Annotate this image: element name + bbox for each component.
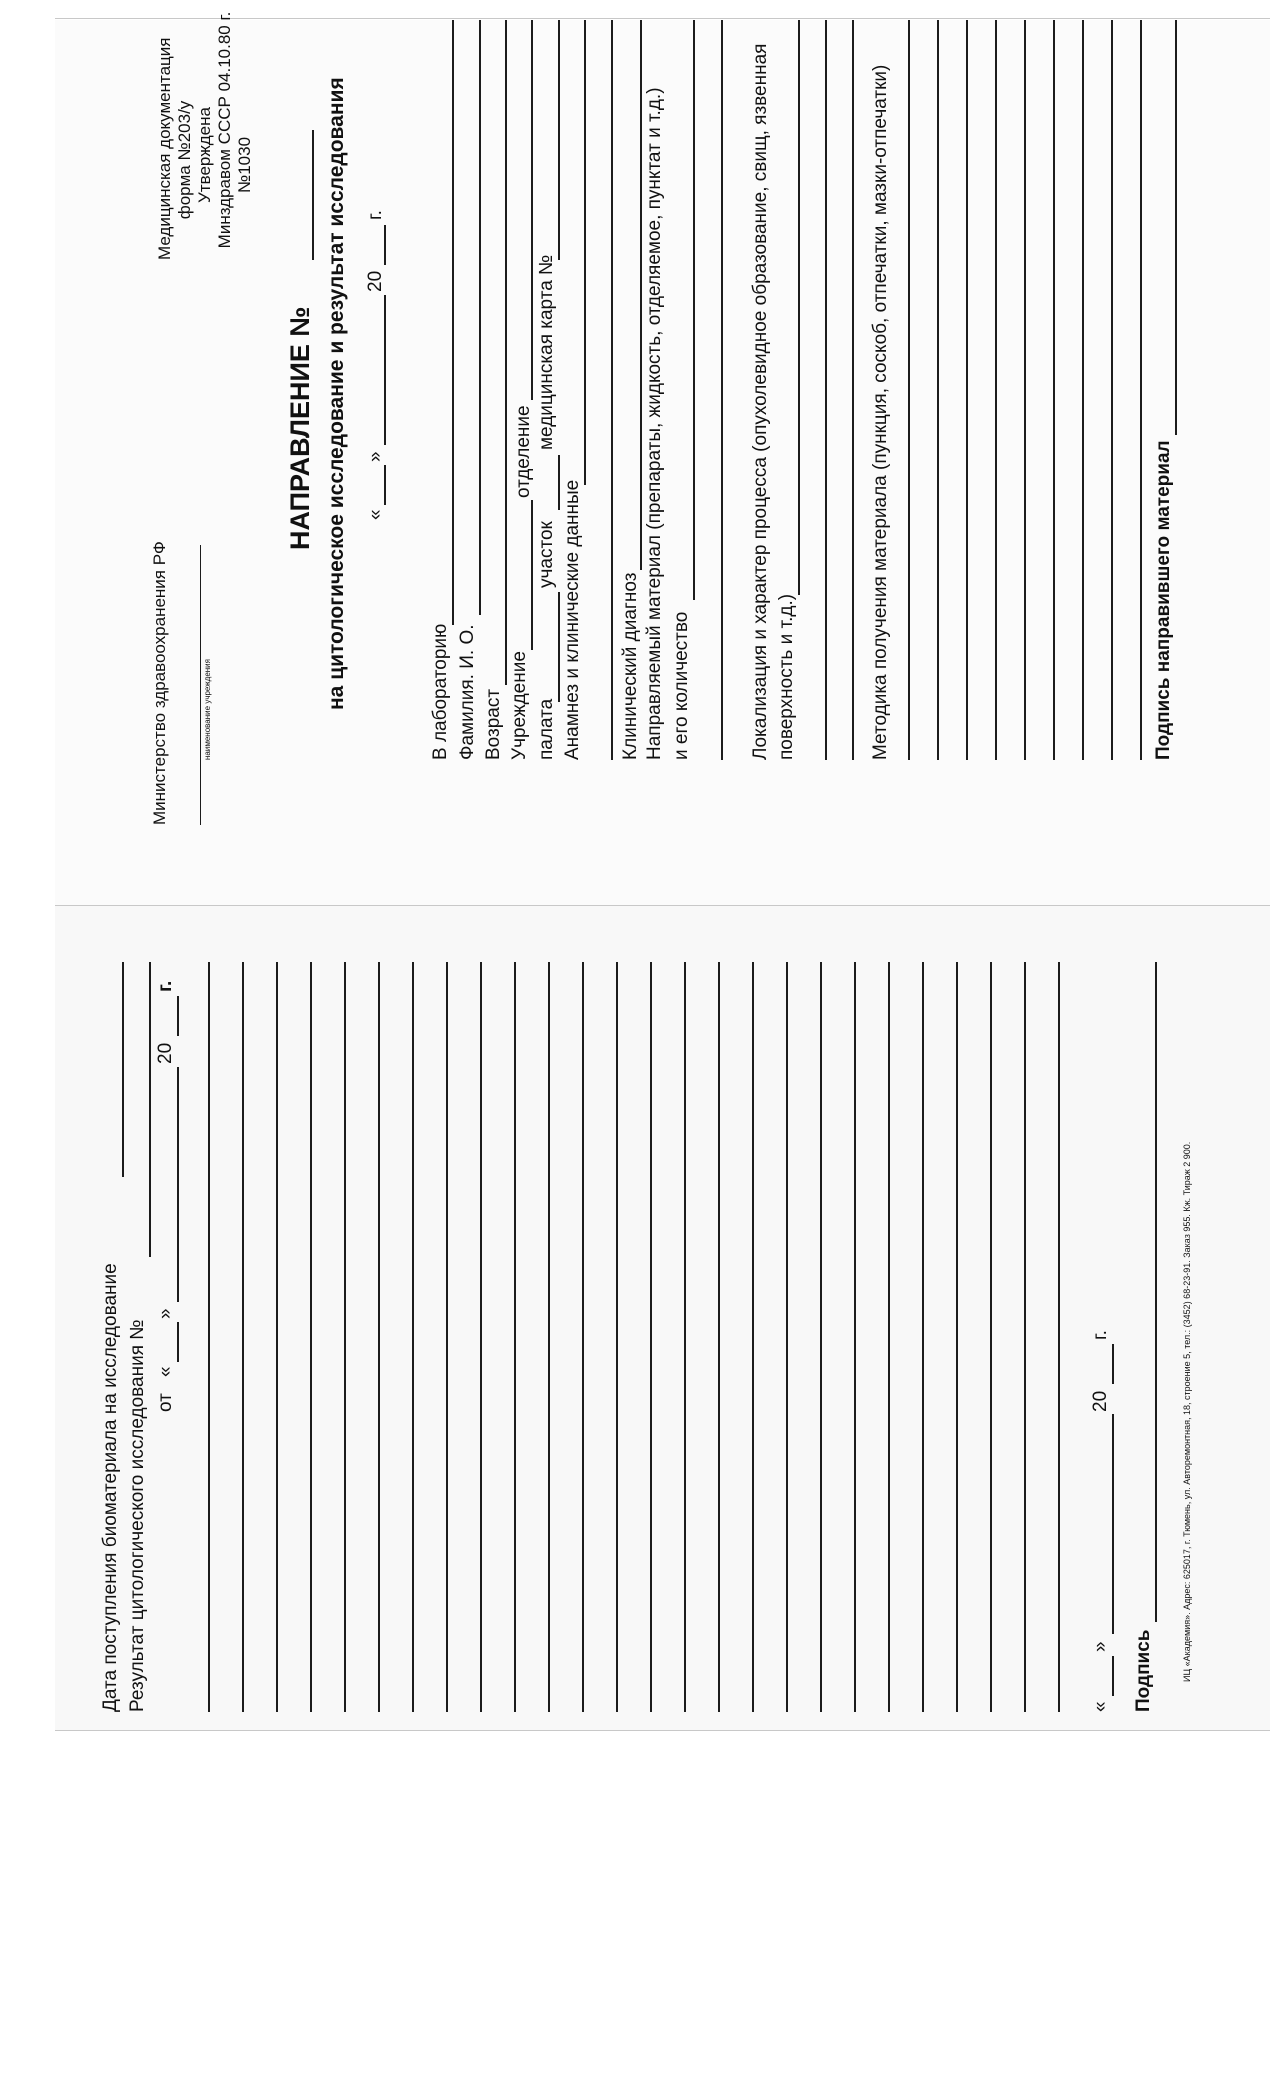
result-line-7[interactable] [412, 962, 414, 1712]
result-line-10[interactable] [514, 962, 516, 1712]
field-line-name[interactable] [479, 20, 481, 615]
field-line-material-2[interactable] [721, 20, 723, 760]
field-label-department: отделение [513, 405, 534, 498]
field-label-name: Фамилия. И. О. [457, 624, 478, 760]
field-line-method-6[interactable] [1053, 20, 1055, 760]
page-title: НАПРАВЛЕНИЕ № [285, 306, 315, 550]
sheet-fold-edge [55, 905, 1270, 906]
field-line-method-7[interactable] [1082, 20, 1084, 760]
result-line-16[interactable] [718, 962, 720, 1712]
field-line-location-3[interactable] [852, 20, 854, 760]
approved-by: Минздравом СССР 04.10.80 г. [215, 11, 234, 249]
result-line-8[interactable] [446, 962, 448, 1712]
field-label-diagnosis: Клинический диагноз [620, 572, 641, 760]
sign-date-year: 20 [1090, 1390, 1111, 1412]
page-subtitle: на цитологическое исследование и результат исследования [325, 77, 348, 710]
doc-type-label: Медицинская документация [155, 37, 174, 260]
result-line-21[interactable] [888, 962, 890, 1712]
result-line-11[interactable] [548, 962, 550, 1712]
result-line-18[interactable] [786, 962, 788, 1712]
date-day-line[interactable] [384, 465, 386, 505]
result-line-9[interactable] [480, 962, 482, 1712]
result-line-4[interactable] [310, 962, 312, 1712]
received-date-label: Дата поступления биоматериала на исследование [100, 1263, 121, 1712]
field-line-method-4[interactable] [995, 20, 997, 760]
field-line-diagnosis[interactable] [640, 20, 642, 570]
sign-label: Подпись [1133, 1629, 1154, 1712]
sign-date-month-line[interactable] [1112, 1414, 1114, 1634]
result-line-22[interactable] [922, 962, 924, 1712]
date-close-quote: » [365, 451, 386, 462]
result-date-month-line[interactable] [177, 1067, 179, 1302]
institution-line [200, 545, 201, 825]
result-number-label: Результат цитологического исследования № [127, 1319, 148, 1712]
field-line-card[interactable] [558, 20, 560, 260]
field-label-material-2: и его количество [671, 611, 692, 760]
field-label-location: Локализация и характер процесса (опухолевидное образование, свищ, язвенная [750, 43, 771, 760]
result-line-3[interactable] [276, 962, 278, 1712]
field-line-lab[interactable] [452, 20, 454, 625]
form-number: форма №203/у [175, 100, 194, 220]
field-line-location[interactable] [798, 20, 800, 595]
date-year-prefix: 20 [365, 270, 386, 292]
result-date-suffix: г. [155, 980, 176, 992]
result-line-5[interactable] [344, 962, 346, 1712]
field-label-institution: Учреждение [509, 651, 530, 760]
field-label-material: Направляемый материал (препараты, жидкость, отделяемое, пунктат и т.д.) [644, 87, 665, 760]
field-line-department[interactable] [531, 20, 533, 400]
result-date-day-line[interactable] [177, 1322, 179, 1362]
ministry-label: Министерство здравоохранения РФ [150, 541, 169, 825]
title-number-line [312, 130, 314, 260]
result-line-17[interactable] [752, 962, 754, 1712]
result-line-13[interactable] [616, 962, 618, 1712]
sign-date-open: « [1090, 1701, 1111, 1712]
field-line-method-1[interactable] [908, 20, 910, 760]
result-line-19[interactable] [820, 962, 822, 1712]
printer-imprint: ИЦ «Академия». Адрес: 625017, г. Тюмень, ул. Авторемонтная, 18, строение 5, тел.: (3452) 68-23-91. Заказ 955. Кж. Тираж 2 900. [1182, 1141, 1192, 1682]
signature-label: Подпись направившего материал [1153, 440, 1174, 760]
result-date-from: от [155, 1393, 176, 1412]
direction-form [60, 0, 1220, 850]
result-form [60, 932, 1220, 1712]
sign-date-suffix: г. [1090, 1330, 1111, 1340]
sign-date-day-line[interactable] [1112, 1656, 1114, 1696]
result-number-line[interactable] [149, 962, 151, 1257]
result-date-year: 20 [155, 1042, 176, 1064]
order-number: №1030 [235, 136, 254, 194]
field-line-anamnesis[interactable] [584, 20, 586, 485]
field-line-age[interactable] [505, 20, 507, 685]
field-line-method-9[interactable] [1140, 20, 1142, 760]
field-line-material[interactable] [693, 20, 695, 600]
result-line-12[interactable] [582, 962, 584, 1712]
received-date-line[interactable] [122, 962, 124, 1177]
field-label-district: участок [536, 521, 557, 588]
result-date-close: » [155, 1308, 176, 1319]
date-open-quote: « [365, 509, 386, 520]
sheet-bottom-edge [55, 1730, 1270, 1731]
result-line-14[interactable] [650, 962, 652, 1712]
field-line-method-8[interactable] [1111, 20, 1113, 760]
result-line-6[interactable] [378, 962, 380, 1712]
field-line-method-5[interactable] [1024, 20, 1026, 760]
date-month-line[interactable] [384, 295, 386, 445]
result-line-1[interactable] [208, 962, 210, 1712]
signature-line[interactable] [1175, 20, 1177, 435]
field-line-method-3[interactable] [966, 20, 968, 760]
sign-date-close: » [1090, 1641, 1111, 1652]
result-date-year-line[interactable] [177, 996, 179, 1036]
field-line-institution[interactable] [531, 500, 533, 650]
result-line-2[interactable] [242, 962, 244, 1712]
result-line-20[interactable] [854, 962, 856, 1712]
field-line-method-2[interactable] [937, 20, 939, 760]
result-line-24[interactable] [990, 962, 992, 1712]
field-label-method: Методика получения материала (пункция, соскоб, отпечатки, мазки-отпечатки) [870, 64, 891, 760]
field-label-ward: палата [536, 698, 557, 760]
field-line-district[interactable] [558, 455, 560, 510]
field-line-location-2[interactable] [825, 20, 827, 760]
date-suffix: г. [365, 210, 386, 220]
field-label-location-2: поверхность и т.д.) [776, 593, 797, 760]
field-label-lab: В лабораторию [430, 623, 451, 760]
result-line-26[interactable] [1058, 962, 1060, 1712]
result-date-open: « [155, 1366, 176, 1377]
date-year-line[interactable] [384, 225, 386, 265]
sign-line[interactable] [1155, 962, 1157, 1622]
institution-caption: наименование учреждения [203, 659, 212, 760]
field-line-anamnesis-2[interactable] [611, 20, 613, 760]
result-line-23[interactable] [956, 962, 958, 1712]
field-label-age: Возраст [483, 688, 504, 760]
sign-date-year-line[interactable] [1112, 1344, 1114, 1384]
field-label-anamnesis: Анамнез и клинические данные [562, 479, 583, 760]
approved-label: Утверждена [195, 107, 214, 203]
result-line-25[interactable] [1024, 962, 1026, 1712]
field-label-card: медицинская карта № [536, 254, 557, 450]
field-line-ward[interactable] [558, 592, 560, 702]
result-line-15[interactable] [684, 962, 686, 1712]
